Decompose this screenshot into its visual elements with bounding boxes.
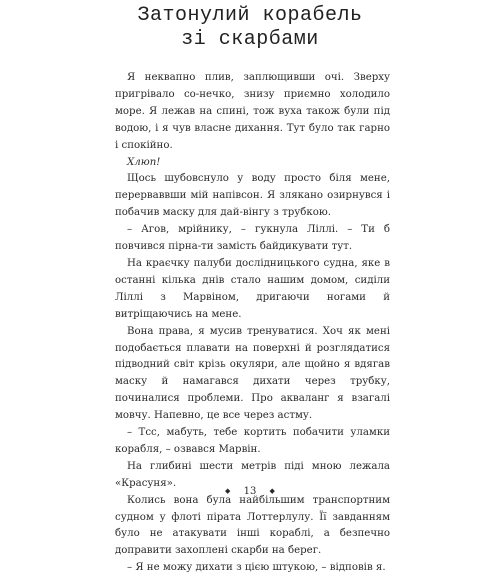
paragraph-interjection — [115, 155, 390, 172]
diamond-ornament-icon: ◆ — [269, 487, 275, 495]
chapter-body — [115, 70, 390, 577]
paragraph: Колись вона була найбільшим транспортним судном у флоті пірата Лоттерлулу. Її завданням було не атакувати інші кораблі, а безпечно доправити захоплені скарби на берег. — [115, 494, 390, 557]
paragraph-dialogue: – Тсс, мабуть, тебе кортить побачити уламки корабля, – озвався Марвін. — [115, 427, 390, 455]
diamond-ornament-icon: ◆ — [225, 487, 231, 495]
paragraph-dialogue: – Я не можу дихати з цією штукою, – відповів я. — [127, 562, 386, 574]
paragraph: На глибині шести метрів піді мною лежала «Красуня». — [115, 460, 390, 489]
chapter-title-line-2: зі скарбами — [181, 28, 319, 51]
paragraph: Щось шубовснуло у воду просто біля мене, перерваввши мій напівсон. Я злякано озирнувся і побачив маску для дай-вінгу з трубкою. — [115, 173, 390, 219]
interjection-text: Хлюп! — [127, 156, 161, 168]
paragraph-dialogue: – Агов, мрійнику, – гукнула Ліллі. – Ти б повчився пірна-ти замість байдикувати тут. — [115, 224, 390, 253]
page-number: 13 — [243, 486, 257, 497]
chapter-title-line-1: Затонулий корабель — [137, 4, 363, 27]
paragraph: Вона права, я мусив тренуватися. Хоч як мені подобається плавати на поверхні й розглядатися підводний світ крізь окуляри, але щойно я вдягав маску й намагався дихати через трубку, починалися проблеми. Про акваланг я взагалі мовчу. Напевно, це все через астму. — [115, 325, 390, 422]
page-footer — [0, 486, 500, 497]
paragraph: Я неквапно плив, заплющивши очі. Зверху пригрівало со-нечко, знизу приємно холодило море. Я лежав на спині, тож вуха також були під водою, і я чув власне дихання. Тут було так гарно і спокійно. — [115, 72, 390, 151]
paragraph: На краєчку палуби дослідницького судна, яке в останні кілька днів стало нашим домом, сиділи Ліллі з Марвіном, дригаючи ногами й витріщаючись на мене. — [115, 257, 390, 320]
